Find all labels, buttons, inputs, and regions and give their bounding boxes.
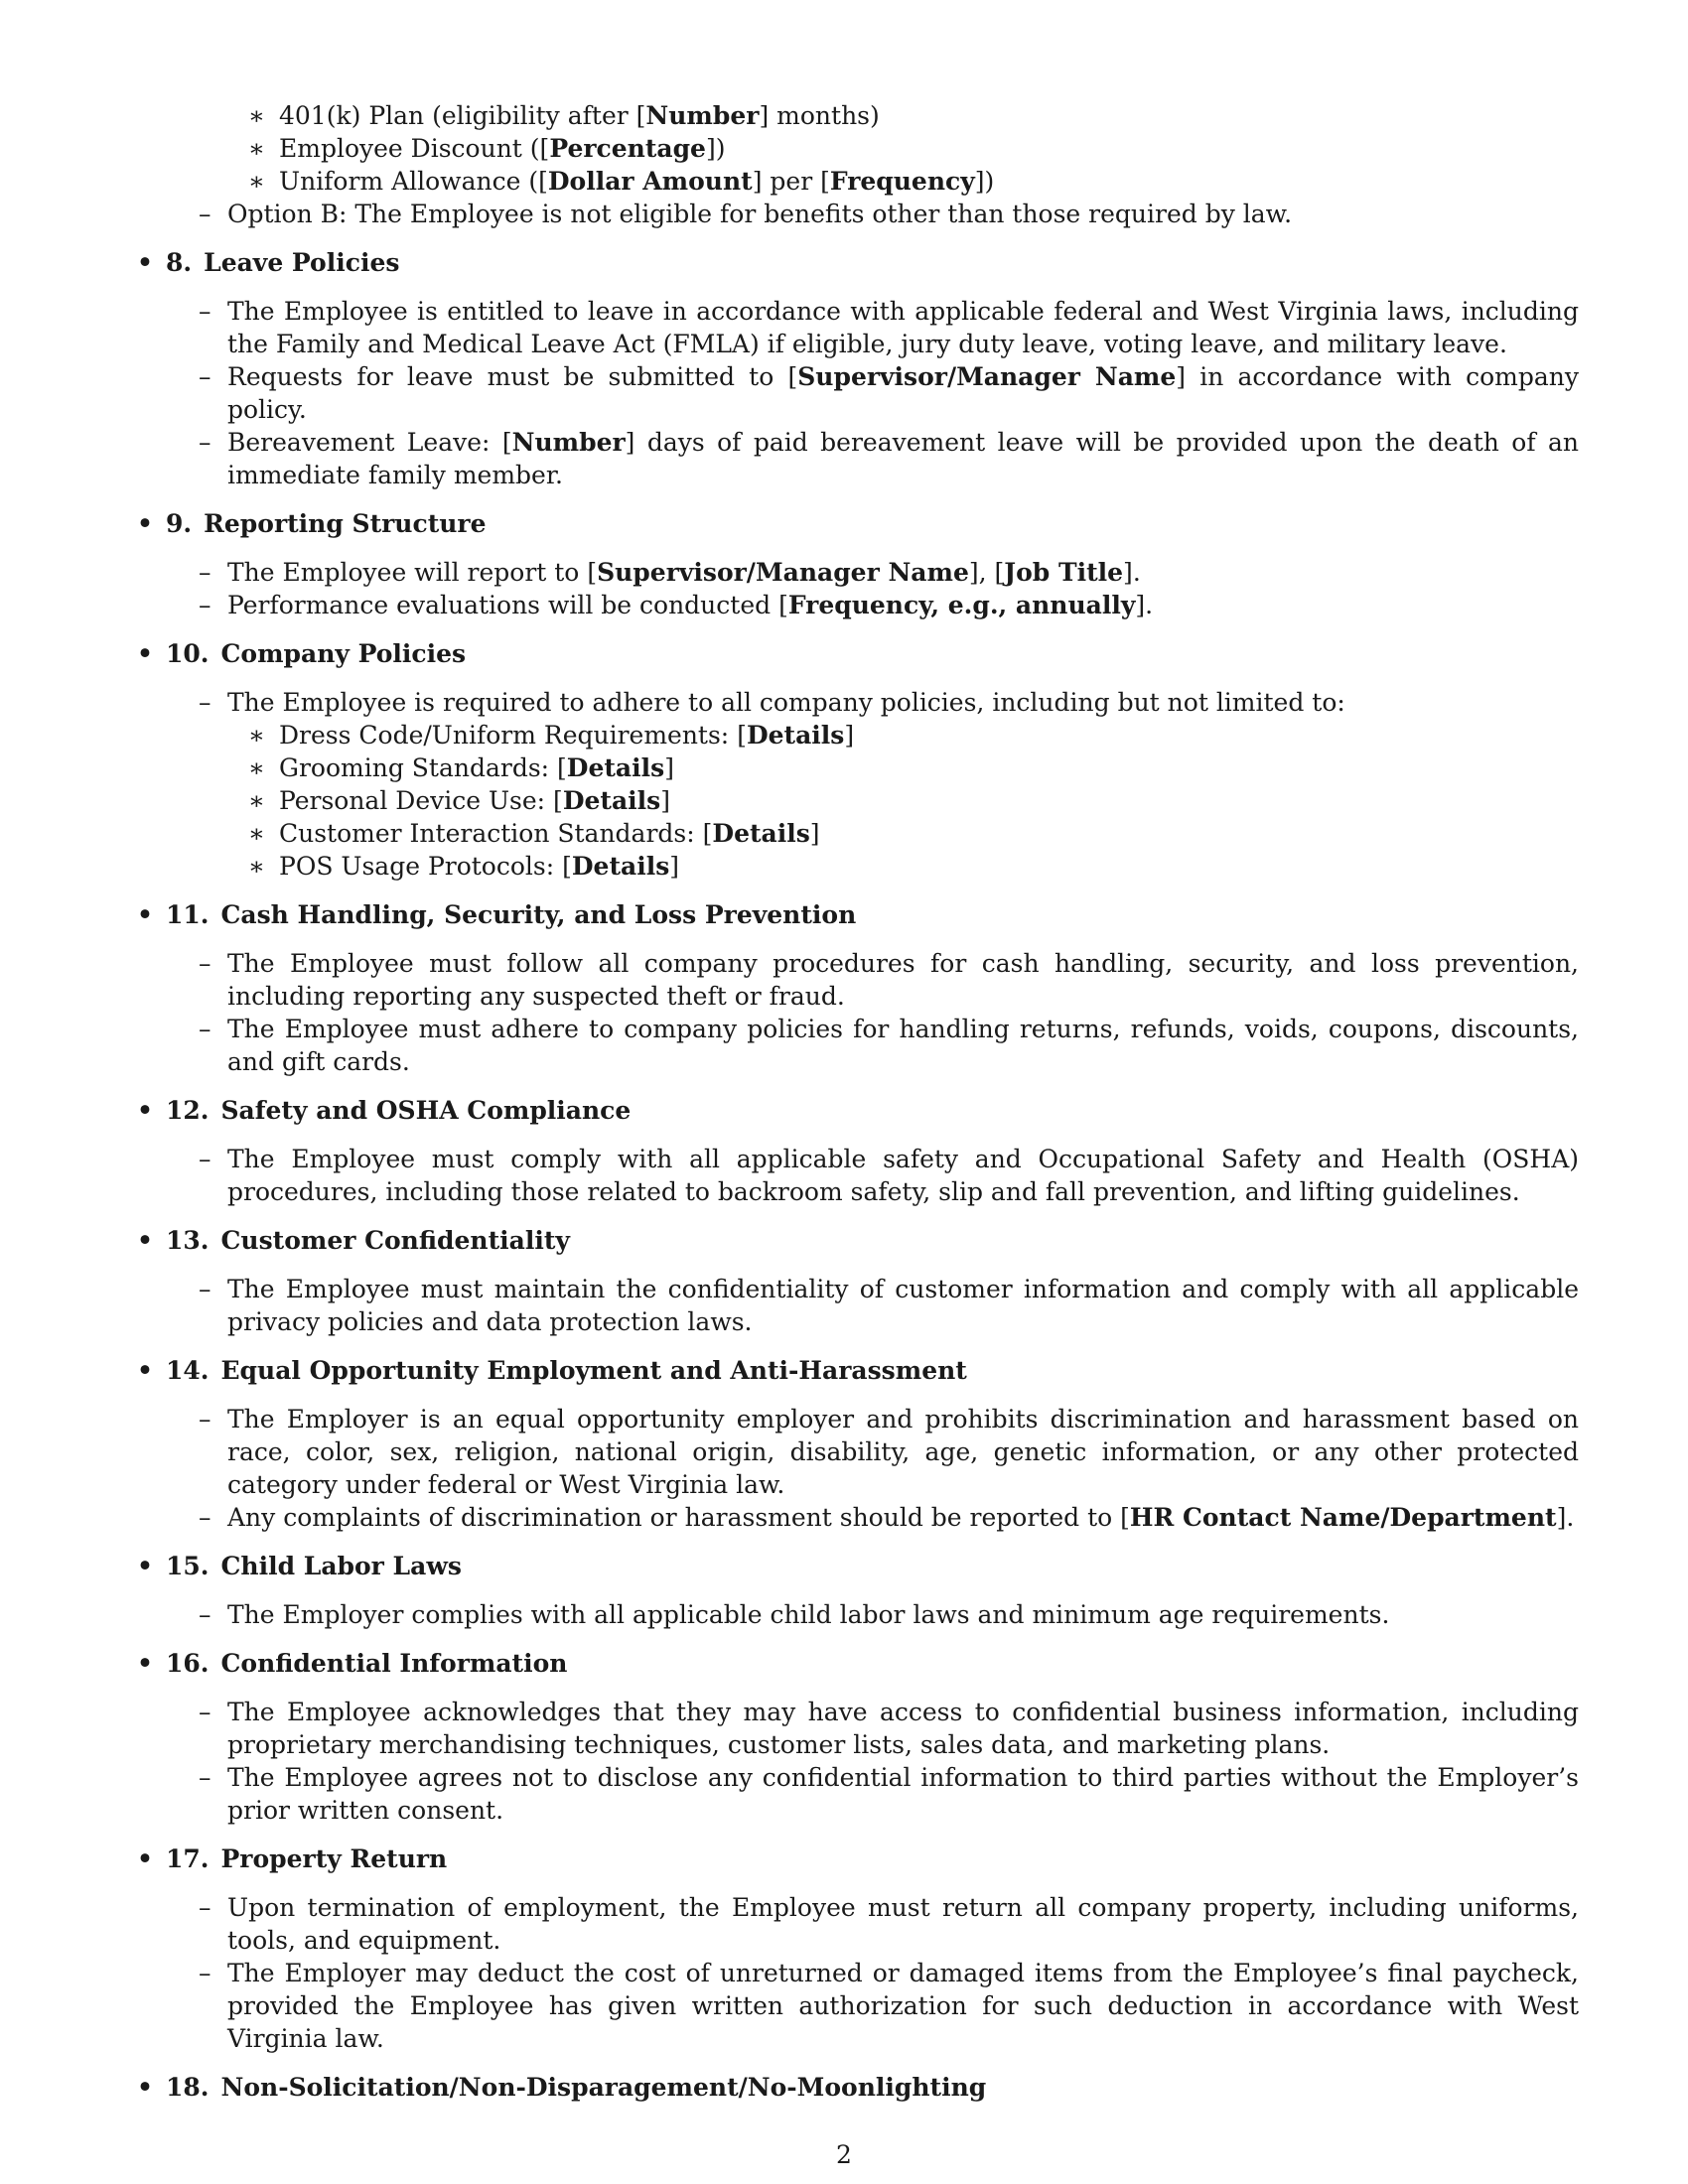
section-title: Safety and OSHA Compliance [220, 1096, 632, 1125]
section-number: 18. [166, 2073, 210, 2102]
section-title: Confidential Information [220, 1649, 568, 1678]
section-heading [0, 2071, 1688, 2104]
benefit-item: ∗ Employee Discount ([Percentage]) [0, 132, 1688, 165]
section-title: Equal Opportunity Employment and Anti-Harassment [220, 1356, 967, 1385]
section-heading [0, 1224, 1688, 1257]
section-item: – Any complaints of discrimination or harassment should be reported to [HR Contact Name/Department]. [0, 1501, 1688, 1534]
section-number: 8. [166, 248, 193, 277]
section-title: Company Policies [220, 639, 467, 668]
section-title: Non-Solicitation/Non-Disparagement/No-Moonlighting [220, 2073, 987, 2102]
section-title: Property Return [220, 1844, 448, 1873]
section-number: 9. [166, 509, 193, 538]
section-items [0, 947, 1688, 1078]
section-heading [0, 1354, 1688, 1387]
section-12 [0, 1094, 1688, 1208]
page-number: 2 [836, 2140, 852, 2169]
section-heading [0, 1647, 1688, 1680]
benefits-option-b: – Option B: The Employee is not eligible for benefits other than those required by law. [0, 198, 1688, 230]
section-list [0, 246, 1688, 2104]
section-10 [0, 637, 1688, 883]
section-number: 12. [166, 1096, 210, 1125]
section-number: 10. [166, 639, 210, 668]
section-title: Cash Handling, Security, and Loss Prevention [220, 900, 857, 929]
section-item: – Upon termination of employment, the Employee must return all company property, including uniforms, tools, and equipment. [0, 1891, 1688, 1957]
section-number: 17. [166, 1844, 210, 1873]
section-heading [0, 246, 1688, 279]
section-item: – The Employee must comply with all applicable safety and Occupational Safety and Health (OSHA) procedures, including those related to backroom safety, slip and fall prevention, and lifting guidelines. [0, 1143, 1688, 1208]
section-number: 15. [166, 1552, 210, 1580]
section-11 [0, 898, 1688, 1078]
section-number: 14. [166, 1356, 210, 1385]
section-number: 16. [166, 1649, 210, 1678]
section-item: – Bereavement Leave: [Number] days of paid bereavement leave will be provided upon the death of an immediate family member. [0, 426, 1688, 491]
benefit-item: ∗ 401(k) Plan (eligibility after [Number] months) [0, 99, 1688, 132]
section-heading [0, 898, 1688, 931]
section-heading [0, 1843, 1688, 1875]
section-heading [0, 1550, 1688, 1582]
section-subitem: ∗ Dress Code/Uniform Requirements: [Details] [0, 719, 1688, 751]
section-items [0, 295, 1688, 491]
section-item: – Performance evaluations will be conducted [Frequency, e.g., annually]. [0, 589, 1688, 621]
section-item: – The Employee must follow all company procedures for cash handling, security, and loss prevention, including reporting any suspected theft or fraud. [0, 947, 1688, 1013]
benefit-item: ∗ Uniform Allowance ([Dollar Amount] per [Frequency]) [0, 165, 1688, 198]
section-8 [0, 246, 1688, 491]
section-item: – Requests for leave must be submitted to [Supervisor/Manager Name] in accordance with company policy. [0, 360, 1688, 426]
section-item: – The Employee is required to adhere to all company policies, including but not limited to: [0, 686, 1688, 719]
section-items [0, 1598, 1688, 1631]
section-item: – The Employee agrees not to disclose any confidential information to third parties without the Employer’s prior written consent. [0, 1761, 1688, 1827]
section-9 [0, 507, 1688, 621]
document-body [0, 99, 1688, 2119]
section-items [0, 686, 1688, 883]
section-item: – The Employee is entitled to leave in accordance with applicable federal and West Virginia laws, including the Family and Medical Leave Act (FMLA) if eligible, jury duty leave, voting leave, and military leave. [0, 295, 1688, 360]
section-items [0, 1143, 1688, 1208]
section-items [0, 556, 1688, 621]
section-number: 13. [166, 1226, 210, 1255]
section-items [0, 1696, 1688, 1827]
section-heading [0, 507, 1688, 540]
section-number: 11. [166, 900, 210, 929]
section-subitem: ∗ Customer Interaction Standards: [Details] [0, 817, 1688, 850]
section-item: – The Employee will report to [Supervisor/Manager Name], [Job Title]. [0, 556, 1688, 589]
section-items [0, 1891, 1688, 2055]
section-items [0, 1403, 1688, 1534]
section-16 [0, 1647, 1688, 1827]
section-title: Leave Policies [204, 248, 400, 277]
section-title: Customer Confidentiality [220, 1226, 570, 1255]
section-item: – The Employer may deduct the cost of unreturned or damaged items from the Employee’s final paycheck, provided the Employee has given written authorization for such deduction in accordance with West Virginia law. [0, 1957, 1688, 2055]
section-items [0, 1273, 1688, 1338]
section-subitem: ∗ Grooming Standards: [Details] [0, 751, 1688, 784]
section-subitems [0, 719, 1688, 883]
section-heading [0, 637, 1688, 670]
section-item: – The Employer complies with all applicable child labor laws and minimum age requirements. [0, 1598, 1688, 1631]
section-14 [0, 1354, 1688, 1534]
benefits-options [0, 198, 1688, 230]
benefits-list [0, 99, 1688, 198]
section-item: – The Employee must maintain the confidentiality of customer information and comply with all applicable privacy policies and data protection laws. [0, 1273, 1688, 1338]
section-title: Child Labor Laws [220, 1552, 462, 1580]
section-title: Reporting Structure [204, 509, 487, 538]
section-15 [0, 1550, 1688, 1631]
section-item: – The Employer is an equal opportunity employer and prohibits discrimination and harassment based on race, color, sex, religion, national origin, disability, age, genetic information, or any other protected category under federal or West Virginia law. [0, 1403, 1688, 1501]
section-item: – The Employee must adhere to company policies for handling returns, refunds, voids, coupons, discounts, and gift cards. [0, 1013, 1688, 1078]
section-heading [0, 1094, 1688, 1127]
section-18 [0, 2071, 1688, 2104]
section-17 [0, 1843, 1688, 2055]
section-subitem: ∗ Personal Device Use: [Details] [0, 784, 1688, 817]
section-13 [0, 1224, 1688, 1338]
section-item: – The Employee acknowledges that they may have access to confidential business information, including proprietary merchandising techniques, customer lists, sales data, and marketing plans. [0, 1696, 1688, 1761]
section-subitem: ∗ POS Usage Protocols: [Details] [0, 850, 1688, 883]
